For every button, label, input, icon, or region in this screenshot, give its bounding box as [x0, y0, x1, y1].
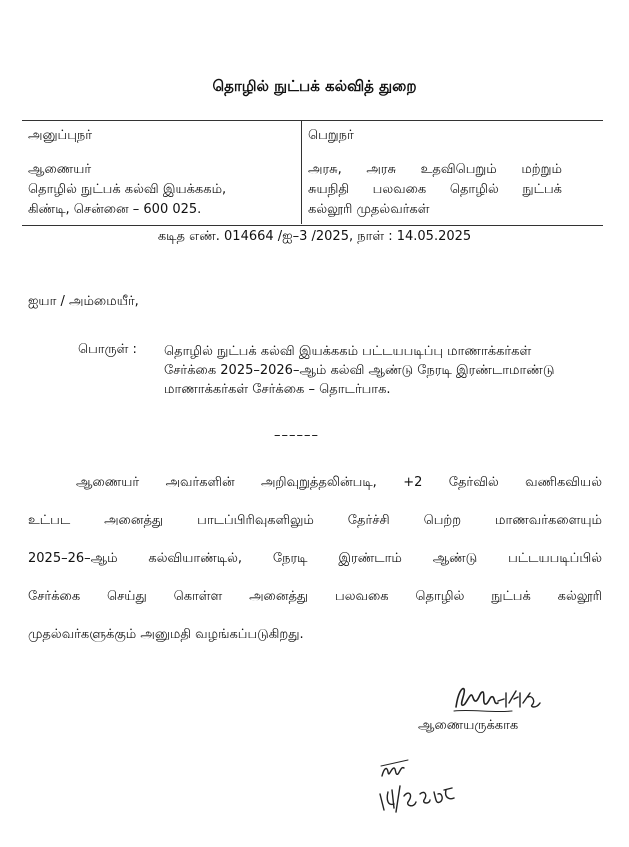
handwritten-signature: [452, 683, 552, 717]
recipient-line-1: அரசு, அரசு உதவிபெறும் மற்றும்: [308, 162, 562, 177]
recipient-block: [308, 126, 562, 220]
sender-office: தொழில் நுட்பக் கல்வி இயக்ககம்,: [28, 182, 227, 197]
body-line: முதல்வர்களுக்கும் அனுமதி வழங்கப்படுகிறது.: [28, 627, 304, 642]
department-title: தொழில் நுட்பக் கல்வித் துறை: [212, 77, 417, 95]
body-paragraph: [28, 464, 602, 654]
sender-label: அனுப்புநர்: [28, 128, 93, 143]
salutation: ஐயா / அம்மையீர்,: [28, 294, 139, 309]
body-line: உட்பட அனைத்து பாடப்பிரிவுகளிலும் தேர்ச்சி பெற்ற மாணவர்களையும்: [28, 513, 602, 528]
body-line: 2025–26–ஆம் கல்வியாண்டில், நேரடி இரண்டாம் ஆண்டு பட்டயபடிப்பில்: [28, 551, 602, 566]
sender-block: [28, 126, 296, 220]
separator: ––––––: [274, 428, 319, 443]
sender-address: கிண்டி, சென்னை – 600 025.: [28, 202, 202, 217]
subject-text: தொழில் நுட்பக் கல்வி இயக்ககம் பட்டயபடிப்பு மாணாக்கர்கள் சேர்க்கை 2025–2026–ஆம் கல்வி ஆண்டு நேரடி இரண்டாமாண்டு மாணாக்கர்கள் சேர்க்கை – தொடர்பாக.: [164, 344, 555, 397]
body-line: சேர்க்கை செய்து கொள்ள அனைத்து பலவகை தொழில் நுட்பக் கல்லூரி: [28, 589, 602, 604]
recipient-line-2: சுயநிதி பலவகை தொழில் நுட்பக்: [308, 182, 562, 197]
body-line: ஆணையர் அவர்களின் அறிவுறுத்தலின்படி, +2 தேர்வில் வணிகவியல்: [76, 475, 602, 490]
handwritten-initial-and-date: [378, 756, 468, 820]
recipient-label: பெறுநர்: [308, 128, 354, 143]
signatory-designation: ஆணையருக்காக: [418, 718, 519, 733]
recipient-line-3: கல்லூரி முதல்வர்கள்: [308, 202, 430, 217]
sender-designation: ஆணையர்: [28, 162, 92, 177]
subject-label: பொருள் :: [78, 342, 137, 357]
address-divider: [301, 120, 302, 224]
reference-number: கடித எண். 014664 /ஐ–3 /2025, நாள் : 14.05.2025: [157, 229, 472, 244]
